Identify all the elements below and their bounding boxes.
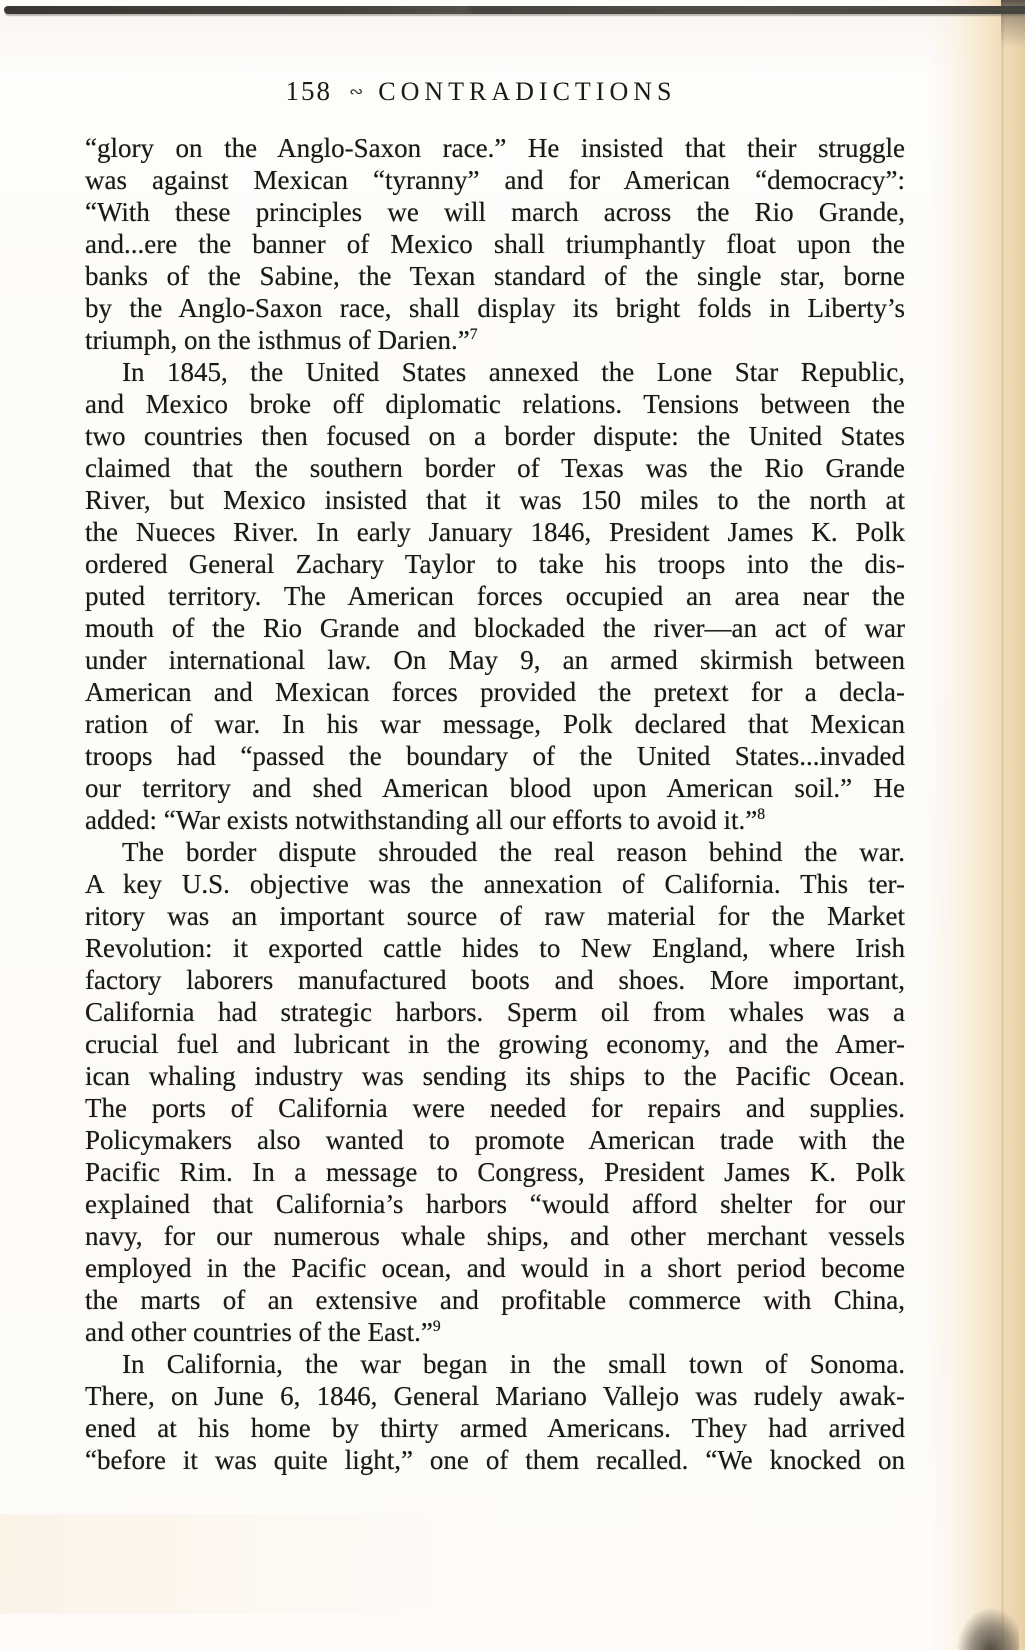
text-line: Policymakers also wanted to promote American trade with the bbox=[85, 1125, 905, 1155]
text-line: ican whaling industry was sending its ships to the Pacific Ocean. bbox=[85, 1061, 905, 1091]
text-line: by the Anglo-Saxon race, shall display its bright folds in Liberty’s bbox=[85, 293, 905, 323]
text-line: employed in the Pacific ocean, and would in a short period become bbox=[85, 1253, 905, 1283]
text-line: “before it was quite light,” one of them recalled. “We knocked on bbox=[85, 1445, 905, 1475]
text-line: added: “War exists notwithstanding all our efforts to avoid it.”$^8$ bbox=[85, 805, 766, 835]
text-line: California had strategic harbors. Sperm oil from whales was a bbox=[85, 997, 905, 1027]
text-line: the marts of an extensive and profitable commerce with China, bbox=[85, 1285, 905, 1315]
text-block bbox=[85, 132, 905, 1476]
text-line: factory laborers manufactured boots and shoes. More important, bbox=[85, 965, 905, 995]
scan-top-edge-artifact bbox=[4, 6, 1025, 14]
text-line: under international law. On May 9, an armed skirmish between bbox=[85, 645, 905, 675]
text-line: “With these principles we will march across the Rio Grande, bbox=[85, 197, 905, 227]
text-line: ened at his home by thirty armed Americans. They had arrived bbox=[85, 1413, 905, 1443]
text-line: “glory on the Anglo-Saxon race.” He insisted that their struggle bbox=[85, 133, 905, 163]
text-line: In 1845, the United States annexed the Lone Star Republic, bbox=[122, 357, 905, 387]
text-line: triumph, on the isthmus of Darien.”$^7$ bbox=[85, 325, 478, 355]
text-line: River, but Mexico insisted that it was 150 miles to the north at bbox=[85, 485, 905, 515]
text-line: A key U.S. objective was the annexation of California. This ter- bbox=[85, 869, 905, 899]
text-line: two countries then focused on a border dispute: the United States bbox=[85, 421, 905, 451]
text-line: In California, the war began in the small town of Sonoma. bbox=[122, 1349, 905, 1379]
text-line: and Mexico broke off diplomatic relations. Tensions between the bbox=[85, 389, 905, 419]
text-line: and...ere the banner of Mexico shall triumphantly float upon the bbox=[85, 229, 905, 259]
paper-tint-artifact bbox=[0, 1514, 580, 1614]
text-line: The ports of California were needed for repairs and supplies. bbox=[85, 1093, 905, 1123]
text-line: troops had “passed the boundary of the United States...invaded bbox=[85, 741, 905, 771]
text-line: ration of war. In his war message, Polk declared that Mexican bbox=[85, 709, 905, 739]
footnote-marker: 7 bbox=[469, 326, 478, 343]
text-line: ritory was an important source of raw material for the Market bbox=[85, 901, 905, 931]
text-line: mouth of the Rio Grande and blockaded the river—an act of war bbox=[85, 613, 905, 643]
page-edge-curl bbox=[929, 0, 1025, 1650]
text-line: There, on June 6, 1846, General Mariano Vallejo was rudely awak- bbox=[85, 1381, 905, 1411]
text-line: the Nueces River. In early January 1846, President James K. Polk bbox=[85, 517, 905, 547]
text-line: The border dispute shrouded the real reason behind the war. bbox=[122, 837, 905, 867]
page-number: 158 bbox=[285, 76, 332, 106]
text-line: American and Mexican forces provided the pretext for a decla- bbox=[85, 677, 905, 707]
running-header bbox=[71, 76, 891, 107]
text-line: was against Mexican “tyranny” and for American “democracy”: bbox=[85, 165, 905, 195]
text-line: and other countries of the East.”$^9$ bbox=[85, 1317, 441, 1347]
text-line: explained that California’s harbors “would afford shelter for our bbox=[85, 1189, 905, 1219]
paper-tint-artifact bbox=[0, 14, 1025, 74]
footnote-marker: 9 bbox=[432, 1318, 441, 1335]
footnote-marker: 8 bbox=[757, 806, 766, 823]
text-line: banks of the Sabine, the Texan standard of the single star, borne bbox=[85, 261, 905, 291]
text-line: puted territory. The American forces occupied an area near the bbox=[85, 581, 905, 611]
text-line: crucial fuel and lubricant in the growing economy, and the Amer- bbox=[85, 1029, 905, 1059]
text-line: ordered General Zachary Taylor to take his troops into the dis- bbox=[85, 549, 905, 579]
text-line: Pacific Rim. In a message to Congress, President James K. Polk bbox=[85, 1157, 905, 1187]
text-line: claimed that the southern border of Texas was the Rio Grande bbox=[85, 453, 905, 483]
text-line: navy, for our numerous whale ships, and other merchant vessels bbox=[85, 1221, 905, 1251]
page-corner-shadow-bottom bbox=[957, 1608, 1019, 1650]
text-line: Revolution: it exported cattle hides to New England, where Irish bbox=[85, 933, 905, 963]
text-line: our territory and shed American blood upon American soil.” He bbox=[85, 773, 905, 803]
ornament-icon: ∾ bbox=[349, 82, 362, 102]
chapter-title: CONTRADICTIONS bbox=[378, 77, 677, 106]
